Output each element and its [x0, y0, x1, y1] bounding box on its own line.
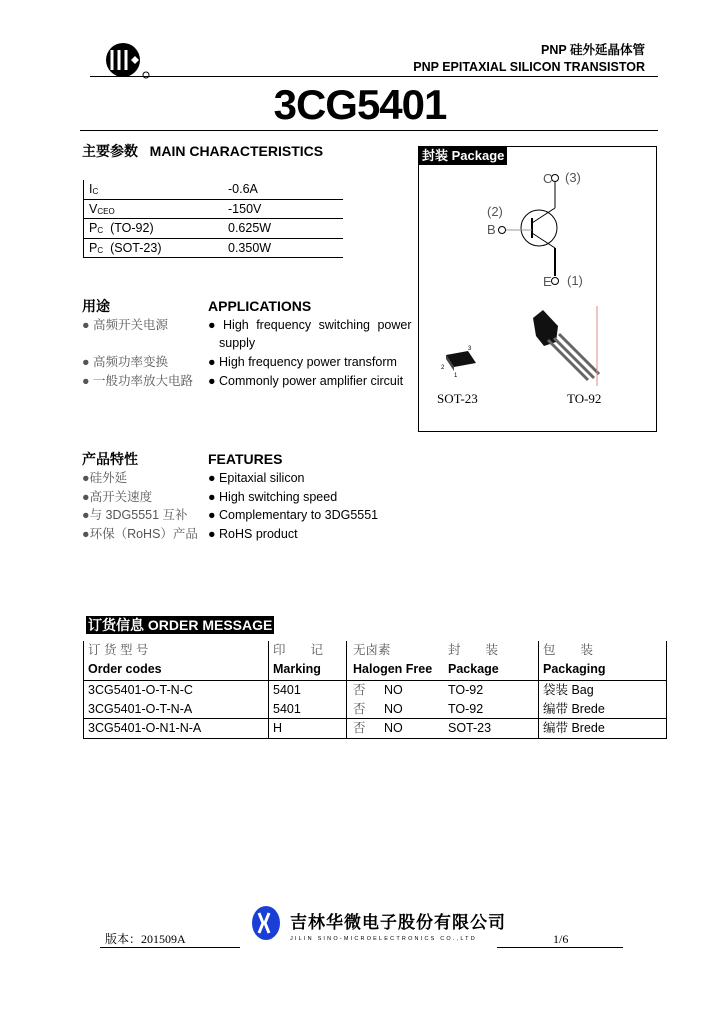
feature-cn-item: ●与 3DG5551 互补 [82, 508, 188, 522]
row-divider [83, 718, 667, 719]
row-divider [83, 680, 667, 681]
order-header-en: Package [448, 662, 499, 676]
footer-line [100, 947, 240, 948]
pin-b-number: (2) [487, 204, 503, 219]
characteristic-param: $P_C$ (TO-92) [89, 221, 154, 235]
page-number: 1/6 [553, 932, 569, 946]
feature-en-item: ● Epitaxial silicon [208, 471, 305, 485]
characteristic-param: $P_C$ (SOT-23) [89, 240, 162, 255]
characteristic-value: 0.350W [228, 240, 272, 255]
company-logo [104, 42, 152, 80]
sot23-package-icon [440, 345, 480, 380]
order-cell: 否 [353, 702, 366, 716]
characteristic-param: $V_{CEO}$ [89, 201, 115, 216]
pin-c-number: (3) [565, 170, 581, 185]
order-cell: H [273, 721, 283, 735]
sot-pin: 1 [454, 373, 458, 379]
application-cn-item: ● 高频功率变换 [82, 355, 169, 369]
order-header-cn: 无卤素 [353, 643, 391, 657]
pin-e-number: (1) [567, 273, 583, 288]
col-divider [268, 641, 269, 739]
feature-en-item: ● Complementary to 3DG5551 [208, 508, 379, 522]
order-cell: NO [384, 702, 403, 716]
company-name-cn: 吉林华微电子股份有限公司 [290, 913, 506, 932]
order-header-en: Order codes [88, 662, 162, 676]
col-divider [538, 641, 539, 739]
page-title: 3CG5401 [273, 81, 447, 128]
application-en-item: ● High frequency power transform [208, 355, 397, 369]
characteristic-value: -0.6A [228, 182, 258, 196]
order-cell: 5401 [273, 683, 301, 697]
table-border [83, 180, 84, 258]
main-characteristics-heading: 主要参数 MAIN CHARACTERISTICS [82, 143, 324, 159]
order-heading: 订货信息 ORDER MESSAGE [88, 617, 273, 633]
pin-e-label: E [543, 274, 552, 289]
en-subtitle: PNP EPITAXIAL SILICON TRANSISTOR [413, 60, 645, 74]
order-cell: NO [384, 721, 403, 735]
order-cell: 袋装 Bag [543, 683, 594, 697]
row-divider [83, 199, 343, 200]
package-heading: 封装 Package [419, 147, 507, 165]
order-header-cn: 印 记 [273, 643, 324, 657]
application-cn-item: ● 高频开关电源 [82, 318, 169, 332]
characteristic-value: -150V [228, 201, 262, 216]
order-cell: 3CG5401-O-N1-N-A [88, 721, 202, 735]
row-divider [83, 238, 343, 239]
order-header-en: Packaging [543, 662, 606, 676]
order-header-en: Marking [273, 662, 321, 676]
application-en-item-cont: supply [219, 336, 256, 350]
feature-en-item: ● RoHS product [208, 527, 298, 541]
version-label: 版本：201509A [105, 932, 186, 946]
feature-cn-item: ●硅外延 [82, 471, 128, 485]
order-cell: 否 [353, 683, 366, 697]
order-header-cn: 订 货 型 号 [88, 643, 149, 657]
feature-en-item: ● High switching speed [208, 489, 338, 504]
order-cell: 否 [353, 721, 366, 735]
to92-package-icon [528, 306, 608, 386]
sot-pin: 2 [441, 365, 445, 371]
order-cell: TO-92 [448, 702, 484, 716]
sot-pin: 3 [468, 346, 472, 352]
cn-subtitle: PNP 硅外延晶体管 [541, 43, 645, 57]
order-cell: 编带 Brede [543, 721, 605, 735]
characteristic-value: 0.625W [228, 221, 272, 235]
order-cell: 3CG5401-O-T-N-C [88, 683, 193, 697]
feature-cn-item: ●高开关速度 [82, 489, 153, 504]
features-heading-cn: 产品特性 [82, 451, 138, 467]
applications-heading-en: APPLICATIONS [208, 298, 312, 314]
company-logo-icon [250, 905, 282, 941]
divider [80, 130, 658, 131]
order-header-cn: 包 装 [543, 643, 594, 657]
application-en-item: ● High frequency switching power [208, 318, 412, 332]
row-divider [83, 257, 343, 258]
pin-b-label: B [487, 222, 496, 237]
order-header-en: Halogen Free [353, 662, 433, 676]
divider [90, 76, 658, 77]
application-cn-item: ● 一般功率放大电路 [82, 374, 194, 388]
order-cell: NO [384, 683, 403, 697]
order-cell: SOT-23 [448, 721, 492, 735]
company-name-en: JILIN SINO-MICROELECTRONICS CO.,LTD [290, 936, 477, 942]
applications-heading-cn: 用途 [82, 298, 110, 314]
feature-cn-item: ●环保（RoHS）产品 [82, 527, 198, 541]
sot23-label: SOT-23 [437, 391, 478, 406]
order-cell: TO-92 [448, 683, 484, 697]
order-header-cn: 封 装 [448, 643, 499, 657]
features-heading-en: FEATURES [208, 451, 283, 467]
characteristic-param: $I_C$ [89, 182, 99, 196]
order-cell: 3CG5401-O-T-N-A [88, 702, 193, 716]
row-divider [83, 218, 343, 219]
to92-label: TO-92 [567, 391, 602, 406]
order-cell: 5401 [273, 702, 301, 716]
pin-c-label: C [543, 171, 553, 186]
order-cell: 编带 Brede [543, 702, 605, 716]
footer-line [497, 947, 623, 948]
col-divider [346, 641, 347, 739]
application-en-item: ● Commonly power amplifier circuit [208, 374, 404, 388]
